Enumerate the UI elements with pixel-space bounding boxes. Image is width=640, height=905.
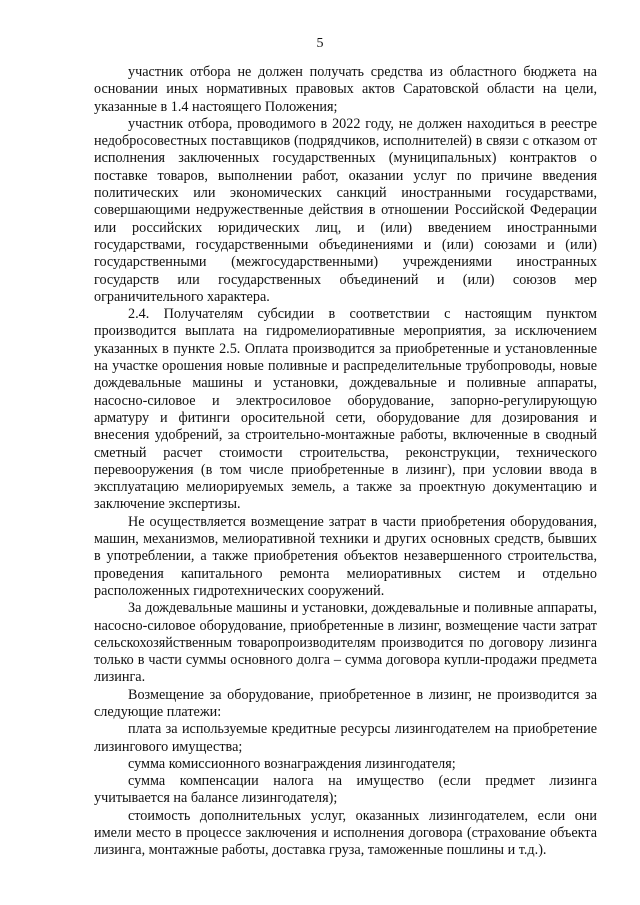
paragraph-exclusions: Не осуществляется возмещение затрат в части приобретения оборудования, машин, механизмов, мелиоративной техники и других основных средств, бывших в употреблении, а также приобретения объектов незавершенного строительства, проведения капитального ремонта мелиоративных систем и отдельно расположенных гидротехнических сооружений. [94, 513, 597, 599]
paragraph-clause-2-4: 2.4. Получателям субсидии в соответствии с настоящим пунктом производится выплата на гидромелиоративные мероприятия, за исключением указанных в пункте 2.5. Оплата производится за приобретенные и установленные на участке орошения новые поливные и распределительные трубопроводы, новые дождевальные машины и установки, дождевальные и поливные аппараты, насосно-силовое и электросиловое оборудование, запорно-регулирующую арматуру и фитинги оросительной сети, оборудование для дозирования и внесения удобрений, за строительно-монтажные работы, включенные в сводный сметный расчет стоимости строительства, реконструкции, технического перевооружения (в том числе приобретенные в лизинг), при условии ввода в эксплуатацию мелиорируемых земель, а также за проектную документацию и заключение экспертизы. [94, 306, 597, 513]
list-item: стоимость дополнительных услуг, оказанных лизингодателем, если они имели место в процессе заключения и исполнения договора (страхование объекта лизинга, монтажные работы, доставка груза, таможенные пошлины и т.д.). [94, 807, 597, 859]
paragraph-leasing-not-covered: Возмещение за оборудование, приобретенное в лизинг, не производится за следующие платежи: [94, 686, 597, 720]
paragraph-criterion-unfair-suppliers: участник отбора, проводимого в 2022 году, не должен находиться в реестре недобросовестных поставщиков (подрядчиков, исполнителей) в связи с отказом от исполнения заключенных государственных (муниципальных) контрактов о поставке товаров, выполнении работ, оказании услуг по причине введения политических или экономических санкций иностранными государствами, совершающими недружественные действия в отношении Российской Федерации или российских юридических лиц, и (или) введением иностранными государствами, государственными объединениями и (или) союзами и (или) государственными (межгосударственными) учреждениями иностранных государств или государственных объединений и (или) союзов мер ограничительного характера. [94, 115, 597, 305]
paragraph-criterion-budget-funds: участник отбора не должен получать средства из областного бюджета на основании иных нормативных правовых актов Саратовской области на цели, указанные в 1.4 настоящего Положения; [94, 64, 597, 115]
page-number: 5 [316, 36, 324, 51]
list-item: сумма комиссионного вознаграждения лизингодателя; [128, 755, 456, 772]
paragraph-leasing-compensation: За дождевальные машины и установки, дождевальные и поливные аппараты, насосно-силовое оборудование, приобретенные в лизинг, возмещение части затрат сельскохозяйственным товаропроизводителям производится по договору лизинга только в части суммы основного долга – сумма договора купли-продажи предмета лизинга. [94, 600, 597, 686]
document-body [94, 64, 597, 860]
list-item: сумма компенсации налога на имущество (если предмет лизинга учитывается на балансе лизингодателя); [94, 773, 597, 807]
list-item: плата за используемые кредитные ресурсы лизингодателем на приобретение лизингового имущества; [94, 721, 597, 755]
